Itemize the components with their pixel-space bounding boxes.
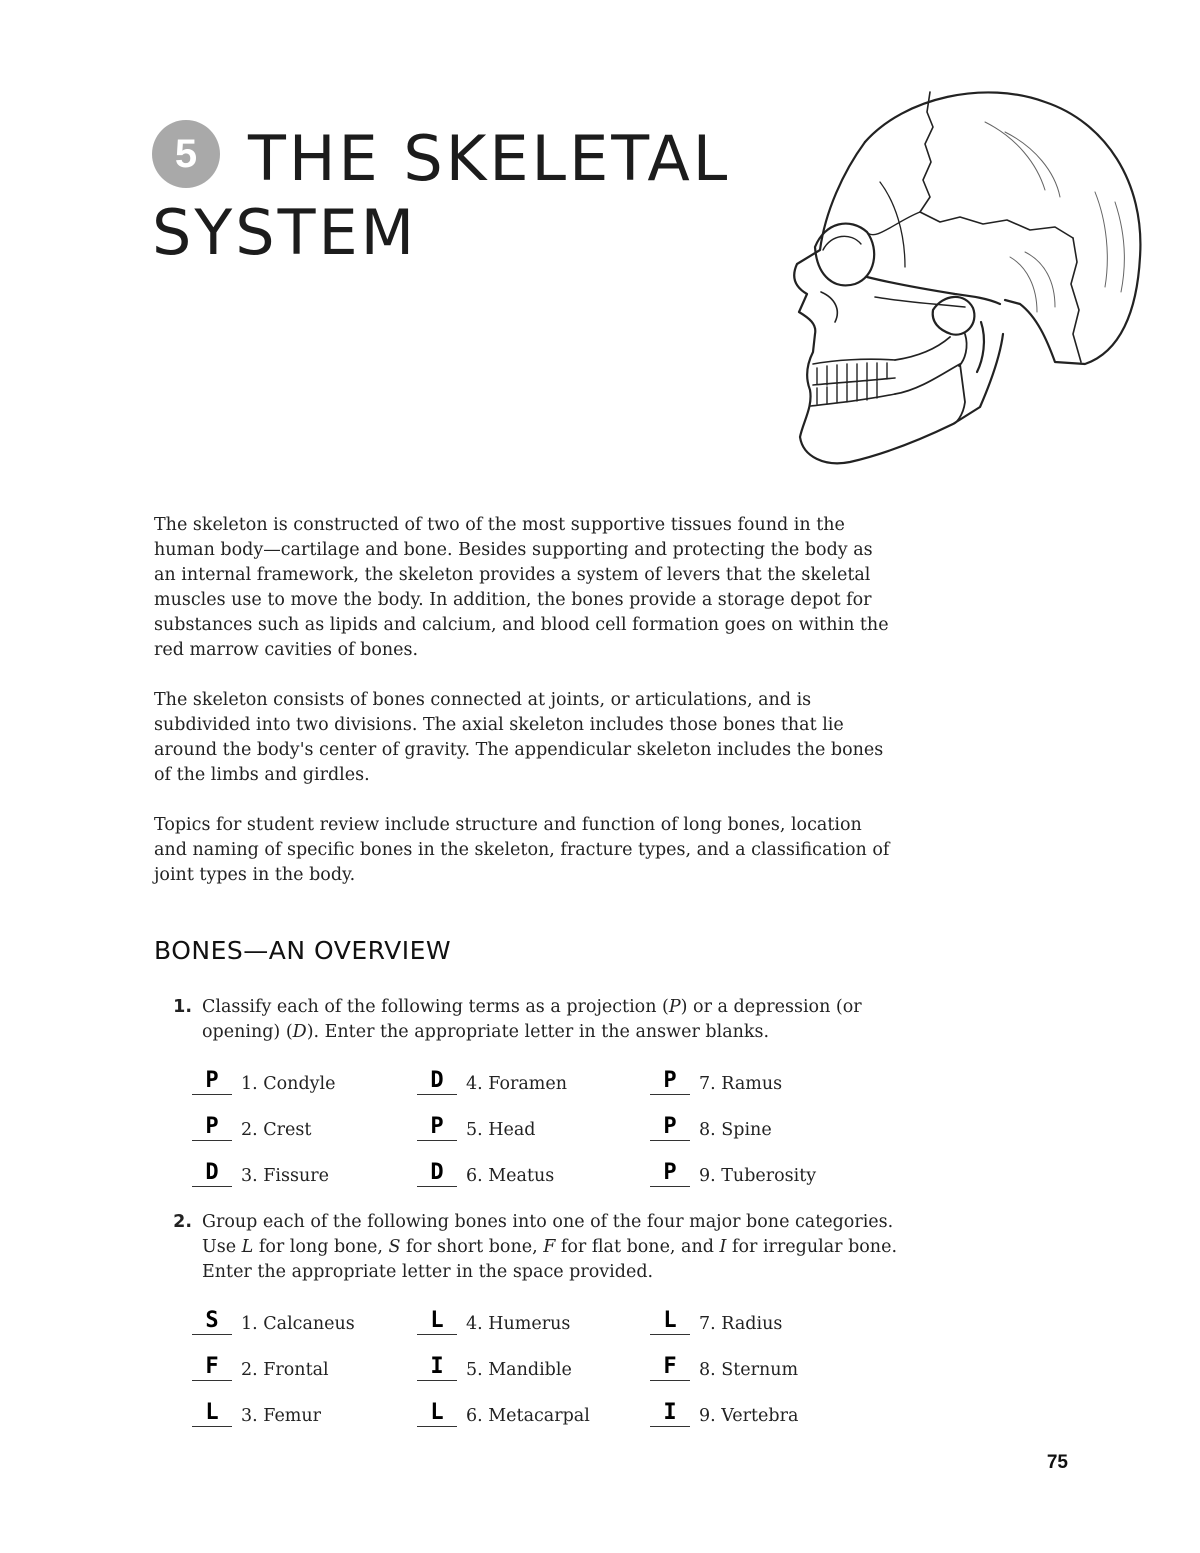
handwritten-answer: I: [430, 1354, 444, 1379]
handwritten-answer: P: [663, 1114, 677, 1139]
intro-paragraph: The skeleton is constructed of two of the most supportive tissues found in the human body—cartilage and bone. Besides supporting and protecting the body as an internal framework, the skeleton provides a system of levers that the skeletal muscles use to move the body. In addition, the bones provide a storage depot for substances such as lipids and calcium, and blood cell formation goes on within the red marrow cavities of bones.: [154, 515, 889, 660]
term-label: 1. Condyle: [241, 1074, 336, 1094]
answer-blank[interactable]: [650, 1308, 690, 1335]
handwritten-answer: P: [663, 1160, 677, 1185]
handwritten-answer: F: [205, 1354, 219, 1379]
intro-text: [154, 513, 894, 913]
question-2: [154, 1210, 914, 1427]
chapter-title-line1: THE SKELETAL: [248, 122, 731, 195]
section-heading: BONES—AN OVERVIEW: [154, 936, 452, 965]
chapter-header: [152, 112, 730, 270]
term-label: 9. Vertebra: [699, 1406, 799, 1426]
handwritten-answer: I: [663, 1400, 677, 1425]
question-text: Group each of the following bones into one of the four major bone categories. Use L for long bone, S for short bone, F for flat bone, and I for irregular bone. Enter the appropriate letter in the space provided.: [202, 1212, 898, 1282]
answer-item: [417, 1307, 650, 1335]
answer-item: [417, 1067, 650, 1095]
skull-illustration: [755, 72, 1155, 472]
term-label: 4. Foramen: [466, 1074, 568, 1094]
answer-blank[interactable]: [650, 1400, 690, 1427]
answer-blank[interactable]: [417, 1160, 457, 1187]
answer-item: [192, 1067, 417, 1095]
answer-blank[interactable]: [417, 1114, 457, 1141]
answer-item: [417, 1159, 650, 1187]
answer-item: [417, 1113, 650, 1141]
answer-blank[interactable]: [192, 1308, 232, 1335]
chapter-title-line2: SYSTEM: [152, 196, 418, 269]
answer-item: [650, 1353, 880, 1381]
answer-item: [650, 1159, 880, 1187]
answer-item: [650, 1067, 880, 1095]
term-label: 9. Tuberosity: [699, 1166, 817, 1186]
answer-item: [192, 1353, 417, 1381]
answer-item: [417, 1353, 650, 1381]
answer-blank[interactable]: [192, 1068, 232, 1095]
handwritten-answer: P: [663, 1068, 677, 1093]
answer-blank[interactable]: [417, 1308, 457, 1335]
answer-blank[interactable]: [417, 1354, 457, 1381]
term-label: 5. Head: [466, 1120, 536, 1140]
term-label: 8. Spine: [699, 1120, 772, 1140]
answer-item: [650, 1307, 880, 1335]
handwritten-answer: L: [430, 1400, 444, 1425]
handwritten-answer: L: [663, 1308, 677, 1333]
answer-blank[interactable]: [192, 1400, 232, 1427]
question-prompt: [154, 1210, 914, 1285]
term-label: 3. Femur: [241, 1406, 322, 1426]
answer-item: [650, 1113, 880, 1141]
answer-item: [192, 1113, 417, 1141]
answer-blank[interactable]: [650, 1068, 690, 1095]
answer-item: [650, 1399, 880, 1427]
handwritten-answer: S: [205, 1308, 219, 1333]
term-label: 3. Fissure: [241, 1166, 329, 1186]
term-label: 4. Humerus: [466, 1314, 571, 1334]
handwritten-answer: L: [205, 1400, 219, 1425]
answer-blank[interactable]: [192, 1354, 232, 1381]
question-number: 1.: [173, 997, 192, 1017]
answer-blank[interactable]: [192, 1114, 232, 1141]
answer-blank[interactable]: [417, 1068, 457, 1095]
term-label: 7. Radius: [699, 1314, 783, 1334]
term-label: 2. Frontal: [241, 1360, 329, 1380]
question-number: 2.: [173, 1212, 192, 1232]
answer-grid: [192, 1067, 914, 1187]
answer-blank[interactable]: [650, 1114, 690, 1141]
answer-item: [192, 1399, 417, 1427]
chapter-title: [152, 112, 730, 270]
handwritten-answer: D: [430, 1068, 444, 1093]
handwritten-answer: P: [430, 1114, 444, 1139]
answer-item: [192, 1159, 417, 1187]
question-prompt: [154, 995, 914, 1045]
answer-item: [192, 1307, 417, 1335]
question-text: Classify each of the following terms as a projection (P) or a depression (or opening) (D). Enter the appropriate letter in the answer blanks.: [202, 997, 862, 1042]
answer-blank[interactable]: [417, 1400, 457, 1427]
term-label: 8. Sternum: [699, 1360, 799, 1380]
term-label: 6. Metacarpal: [466, 1406, 590, 1426]
answer-blank[interactable]: [650, 1160, 690, 1187]
answer-blank[interactable]: [650, 1354, 690, 1381]
intro-paragraph: The skeleton consists of bones connected at joints, or articulations, and is subdivided into two divisions. The axial skeleton includes those bones that lie around the body's center of gravity. The appendicular skeleton includes the bones of the limbs and girdles.: [154, 690, 884, 785]
term-label: 5. Mandible: [466, 1360, 572, 1380]
handwritten-answer: D: [205, 1160, 219, 1185]
answer-item: [417, 1399, 650, 1427]
term-label: 7. Ramus: [699, 1074, 783, 1094]
answer-grid: [192, 1307, 914, 1427]
handwritten-answer: F: [663, 1354, 677, 1379]
question-1: [154, 995, 914, 1187]
handwritten-answer: D: [430, 1160, 444, 1185]
intro-paragraph: Topics for student review include structure and function of long bones, location and naming of specific bones in the skeleton, fracture types, and a classification of joint types in the body.: [154, 815, 890, 885]
answer-blank[interactable]: [192, 1160, 232, 1187]
term-label: 6. Meatus: [466, 1166, 555, 1186]
handwritten-answer: P: [205, 1068, 219, 1093]
term-label: 1. Calcaneus: [241, 1314, 355, 1334]
page-number: 75: [1046, 1452, 1068, 1473]
term-label: 2. Crest: [241, 1120, 312, 1140]
chapter-number-badge: 5: [152, 120, 220, 188]
handwritten-answer: L: [430, 1308, 444, 1333]
handwritten-answer: P: [205, 1114, 219, 1139]
